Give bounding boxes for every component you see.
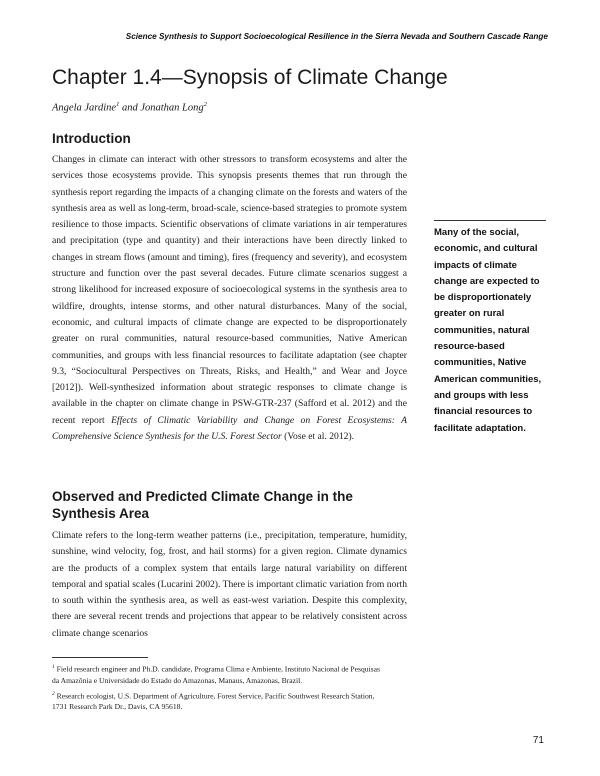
footnote-number: 1 xyxy=(52,664,55,670)
pull-quote-text: Many of the social, economic, and cultural impacts of climate change are expected to be disproportionately greater on rural communities, natural resource-based communities, Native American communities, and groups with less financial resources to facilitate adaptation. xyxy=(434,227,542,434)
observed-paragraph: Climate refers to the long-term weather patterns (i.e., precipitation, temperature, humidity, sunshine, wind velocity, fog, frost, and hail storms) for a given region. Climate dynamics are the products of a complex system that entails large natural variability on different temporal and spatial scales (Lucarini 2002). There is important climatic variation from north to south within the synthesis area, as well as east-west variation. Despite this complexity, there are several recent trends and projections that appear to be relatively consistent across climate change scenarios xyxy=(52,530,407,639)
sidebar-pull-quote xyxy=(434,220,546,437)
running-header: Science Synthesis to Support Socioecological Resilience in the Sierra Nevada and Southern Cascade Range xyxy=(125,32,548,41)
section-heading-observed-predicted: Observed and Predicted Climate Change in the Synthesis Area xyxy=(52,489,353,521)
footnote-text: Research ecologist, U.S. Department of Agriculture, Forest Service, Pacific Southwest Research Station, 1731 Research Park Dr., Davis, CA 95618. xyxy=(52,691,375,712)
section-heading-introduction: Introduction xyxy=(52,131,131,146)
author-name: Angela Jardine xyxy=(52,102,117,114)
page-number: 71 xyxy=(532,735,544,746)
footnote-marker[interactable]: 2 xyxy=(203,101,207,108)
introduction-paragraph xyxy=(52,152,407,445)
paragraph-text: (Vose et al. 2012). xyxy=(281,431,355,443)
chapter-title: Chapter 1.4—Synopsis of Climate Change xyxy=(52,66,448,89)
footnote-divider xyxy=(52,657,148,658)
footnotes xyxy=(52,662,382,715)
footnote-number: 2 xyxy=(52,690,55,697)
footnote xyxy=(52,662,382,686)
paragraph-text: Changes in climate can interact with other stressors to transform ecosystems and alter the services those ecosystems provide. This synopsis presents themes that run through the synthesis report regarding the impacts of a changing climate on the forests and waters of the synthesis area as well as long-term, broad-scale, science-based strategies to promote system resilience to those impacts. Scientific observations of climate variations in air temperatures and precipitation (type and quantity) and their interactions have been directly linked to changes in stream flows (amount and timing), fires (frequency and severity), and ecosystem structure and function over the past several decades. Future climate scenarios suggest a strong likelihood for increased exposure of socioecological systems in the synthesis area to wildfire, droughts, intense storms, and other natural disturbances. Many of the social, economic, and cultural impacts of climate change are expected to be disproportionately greater on rural communities, natural resource-based communities, Native American communities, and groups with less financial resources to facilitate adaptation (see chapter 9.3, “Sociocultural Perspectives on Threats, Risks, and Health,” and Wear and Joyce [2012]). Well-synthesized information about strategic responses to climate change is available in the chapter on climate change in PSW-GTR-237 (Safford et al. 2012) and the recent report xyxy=(52,154,407,426)
footnote xyxy=(52,689,382,713)
report-title: Effects of Climatic Variability and Change on Forest Ecosystems: A Comprehensive Science Synthesis for the U.S. Forest Sector xyxy=(52,414,407,443)
author-conjunction: and xyxy=(119,102,141,114)
footnote-marker[interactable]: 1 xyxy=(116,101,120,108)
footnote-text: Field research engineer and Ph.D. candidate, Programa Clima e Ambiente, Instituto Nacional de Pesquisas da Amazônia e Universidade do Estado do Amazonas, Manaus, Amazonas, Brazil. xyxy=(52,664,380,685)
author-line xyxy=(52,101,207,114)
author-name: Jonathan Long xyxy=(140,102,204,114)
